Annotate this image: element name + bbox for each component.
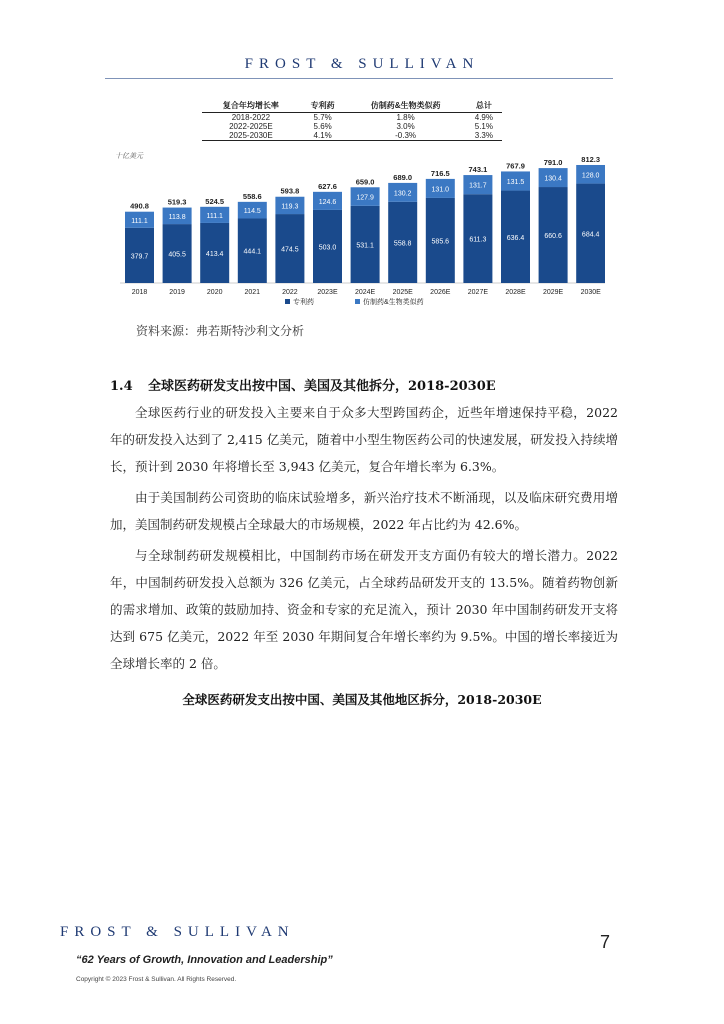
data-label-patent: 585.6 (431, 238, 450, 246)
data-label-generic: 131.7 (469, 182, 487, 190)
section-heading (110, 375, 496, 394)
cagr-header-generic: 仿制药&生物类似药 (345, 99, 465, 113)
data-label-patent: 444.1 (243, 248, 262, 256)
data-label-patent: 558.8 (393, 240, 412, 248)
x-tick-label: 2024E (354, 289, 376, 296)
table-cell: 5.6% (313, 122, 332, 131)
body-paragraph: 由于美国制药公司资助的临床试验增多，新兴治疗技术不断涌现，以及临床研究费用增加，美国制药研发规模占全球最大的市场规模，2022 年占比约为 42.6%。 (110, 490, 618, 532)
data-label-total: 627.6 (318, 181, 337, 191)
footer-brand-logo: FROST & SULLIVAN (60, 924, 295, 940)
data-label-total: 490.8 (130, 201, 149, 211)
table-cell: 2018-2022 (231, 113, 271, 122)
data-label-patent: 503.0 (318, 244, 337, 252)
x-tick-label: 2022 (282, 289, 298, 296)
data-label-patent: 611.3 (469, 236, 487, 244)
source-note: 资料来源：弗若斯特沙利文分析 (136, 324, 305, 338)
header-brand-logo: FROST & SULLIVAN (244, 56, 480, 72)
x-tick-label: 2021 (244, 289, 261, 296)
x-tick-label: 2019 (169, 289, 185, 296)
table-cell: 1.8% (396, 113, 415, 122)
page-number: 7 (600, 932, 611, 952)
unit-label: 十亿美元 (115, 153, 143, 160)
footer-tagline: “62 Years of Growth, Innovation and Leadership” (76, 954, 333, 966)
data-label-total: 791.0 (543, 158, 563, 168)
cagr-header-label: 复合年均增长率 (202, 99, 300, 113)
data-label-patent: 413.4 (205, 250, 224, 258)
data-label-generic: 128.0 (581, 172, 600, 180)
x-tick-label: 2029E (542, 289, 564, 296)
cagr-header-patent: 专利药 (300, 99, 346, 113)
data-label-patent: 474.5 (281, 246, 299, 254)
legend-swatch-patent (285, 299, 290, 304)
table-cell: 2025-2030E (202, 131, 300, 141)
table-cell: 5.7% (313, 113, 332, 122)
data-label-patent: 531.1 (356, 242, 374, 250)
data-label-total: 558.6 (242, 191, 262, 201)
data-label-generic: 111.1 (131, 217, 148, 225)
data-label-generic: 127.9 (356, 194, 374, 202)
data-label-generic: 130.2 (393, 190, 412, 198)
x-tick-label: 2026E (430, 289, 451, 296)
data-label-total: 524.5 (205, 196, 225, 206)
cagr-table (202, 99, 502, 141)
table-cell: 2022-2025E (229, 122, 273, 131)
data-label-generic: 113.8 (168, 213, 186, 221)
data-label-generic: 114.5 (243, 208, 261, 216)
data-label-total: 743.1 (468, 165, 488, 175)
x-tick-label: 2023E (317, 289, 338, 296)
data-label-total: 767.9 (506, 161, 525, 171)
figure-caption: 全球医药研发支出按中国、美国及其他地区拆分，2018-2030E (182, 692, 542, 707)
data-label-total: 593.8 (280, 186, 300, 196)
table-row (202, 122, 502, 131)
table-cell: -0.3% (345, 131, 465, 141)
table-row (202, 131, 502, 141)
data-label-generic: 124.6 (318, 198, 337, 206)
legend-swatch-generic (355, 299, 360, 304)
body-paragraph: 全球医药行业的研发投入主要来自于众多大型跨国药企，近些年增速保持平稳，2022 年的研发投入达到了 2,415 亿美元，随着中小型生物医药公司的快速发展，研发投入持续增长，预计到 2030 年将增长至 3,943 亿美元，复合年增长率为 6.3%。 (110, 405, 618, 474)
legend-label-patent: 专利药 (293, 299, 314, 306)
cagr-table-header-row (202, 99, 502, 113)
data-label-total: 716.5 (430, 168, 450, 178)
header-divider (105, 78, 613, 79)
section-number: 1.4 (110, 379, 133, 394)
data-label-patent: 684.4 (581, 231, 600, 239)
x-tick-label: 2027E (467, 289, 489, 296)
table-cell: 4.9% (474, 113, 493, 122)
data-label-patent: 636.4 (506, 234, 525, 242)
footer-copyright: Copyright © 2023 Frost & Sullivan. All Rights Reserved. (76, 976, 237, 983)
table-cell: 3.3% (466, 131, 502, 141)
data-label-generic: 111.1 (206, 212, 223, 220)
data-label-patent: 660.6 (544, 233, 562, 241)
x-tick-label: 2030E (580, 289, 601, 296)
legend-label-generic: 仿制药&生物类似药 (363, 299, 424, 306)
x-tick-label: 2028E (505, 289, 526, 296)
table-cell: 3.0% (396, 122, 415, 131)
data-label-total: 689.0 (393, 172, 413, 182)
x-tick-label: 2025E (392, 289, 413, 296)
table-cell: 4.1% (300, 131, 346, 141)
data-label-total: 519.3 (167, 197, 187, 207)
data-label-generic: 131.5 (506, 179, 525, 187)
data-label-patent: 405.5 (168, 251, 186, 259)
x-tick-label: 2020 (206, 289, 223, 296)
x-tick-label: 2018 (131, 289, 148, 296)
body-paragraph: 与全球制药研发规模相比，中国制药市场在研发开支方面仍有较大的增长潜力。2022 年，中国制药研发投入总额为 326 亿美元，占全球药品研发开支的 13.5%。随着药物创新的需求增加、政策的鼓励加持、资金和专家的充足流入，预计 2030 年中国制药研发开支将达到 675 亿美元，2022 年至 2030 年期间复合年增长率约为 9.5%。中国的增长率接近为全球增长率的 2 倍。 (110, 548, 618, 671)
cagr-header-total: 总计 (466, 99, 502, 113)
data-label-generic: 131.0 (431, 186, 450, 194)
stacked-bar-chart (115, 145, 605, 310)
table-cell: 5.1% (474, 122, 493, 131)
table-row (202, 113, 502, 123)
data-label-generic: 119.3 (281, 203, 299, 211)
data-label-generic: 130.4 (544, 175, 562, 183)
data-label-total: 812.3 (581, 154, 601, 164)
section-title: 全球医药研发支出按中国、美国及其他拆分，2018-2030E (148, 379, 496, 394)
data-label-patent: 379.7 (130, 253, 149, 261)
data-label-total: 659.0 (355, 177, 375, 187)
